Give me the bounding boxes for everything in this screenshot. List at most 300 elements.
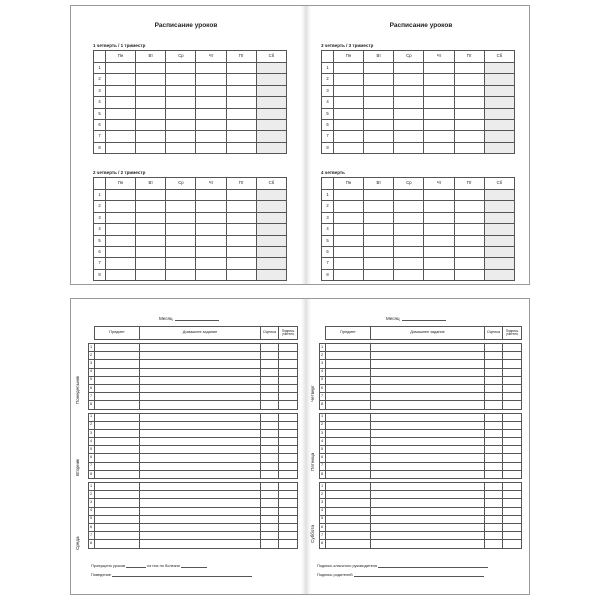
homework-cell[interactable] [371,491,485,499]
grade-cell[interactable] [261,446,279,454]
subject-cell[interactable] [326,454,371,462]
schedule-cell[interactable] [334,85,364,96]
schedule-cell[interactable] [256,119,286,130]
schedule-cell[interactable] [106,142,136,153]
schedule-cell[interactable] [334,269,364,280]
grade-cell[interactable] [261,368,279,376]
schedule-cell[interactable] [424,224,454,235]
grade-cell[interactable] [485,376,503,384]
grade-cell[interactable] [485,470,503,478]
schedule-cell[interactable] [226,212,256,223]
grade-cell[interactable] [261,344,279,352]
homework-cell[interactable] [140,376,261,384]
homework-cell[interactable] [140,515,261,523]
schedule-cell[interactable] [424,119,454,130]
subject-cell[interactable] [95,401,140,409]
homework-cell[interactable] [371,368,485,376]
schedule-cell[interactable] [226,131,256,142]
subject-cell[interactable] [95,515,140,523]
grade-cell[interactable] [261,462,279,470]
grade-cell[interactable] [485,454,503,462]
subject-cell[interactable] [95,446,140,454]
subject-cell[interactable] [326,413,371,421]
schedule-cell[interactable] [484,119,514,130]
schedule-cell[interactable] [106,63,136,74]
schedule-cell[interactable] [334,190,364,201]
homework-cell[interactable] [140,483,261,491]
schedule-cell[interactable] [226,224,256,235]
schedule-cell[interactable] [256,108,286,119]
schedule-cell[interactable] [364,190,394,201]
subject-cell[interactable] [95,462,140,470]
schedule-cell[interactable] [196,212,226,223]
schedule-cell[interactable] [364,74,394,85]
subject-cell[interactable] [326,540,371,548]
schedule-cell[interactable] [484,108,514,119]
signature-cell[interactable] [503,368,522,376]
grade-cell[interactable] [261,454,279,462]
homework-cell[interactable] [371,499,485,507]
schedule-cell[interactable] [196,97,226,108]
schedule-cell[interactable] [256,212,286,223]
subject-cell[interactable] [95,384,140,392]
schedule-cell[interactable] [136,74,166,85]
subject-cell[interactable] [95,344,140,352]
signature-cell[interactable] [279,413,298,421]
schedule-cell[interactable] [394,190,424,201]
schedule-cell[interactable] [424,212,454,223]
schedule-cell[interactable] [166,119,196,130]
schedule-cell[interactable] [166,85,196,96]
schedule-cell[interactable] [484,131,514,142]
schedule-cell[interactable] [484,97,514,108]
schedule-cell[interactable] [484,142,514,153]
schedule-cell[interactable] [454,190,484,201]
schedule-cell[interactable] [334,142,364,153]
schedule-cell[interactable] [256,201,286,212]
schedule-cell[interactable] [256,224,286,235]
schedule-cell[interactable] [484,212,514,223]
grade-cell[interactable] [485,499,503,507]
schedule-cell[interactable] [136,108,166,119]
schedule-cell[interactable] [196,85,226,96]
subject-cell[interactable] [95,470,140,478]
grade-cell[interactable] [485,401,503,409]
subject-cell[interactable] [95,429,140,437]
subject-cell[interactable] [95,507,140,515]
subject-cell[interactable] [326,483,371,491]
signature-cell[interactable] [279,515,298,523]
schedule-cell[interactable] [364,201,394,212]
homework-cell[interactable] [371,376,485,384]
signature-cell[interactable] [279,540,298,548]
homework-cell[interactable] [140,360,261,368]
schedule-cell[interactable] [454,212,484,223]
schedule-cell[interactable] [166,235,196,246]
schedule-cell[interactable] [334,258,364,269]
schedule-cell[interactable] [394,269,424,280]
homework-cell[interactable] [140,446,261,454]
grade-cell[interactable] [485,429,503,437]
subject-cell[interactable] [95,352,140,360]
grade-cell[interactable] [261,376,279,384]
subject-cell[interactable] [95,454,140,462]
schedule-cell[interactable] [364,212,394,223]
signature-cell[interactable] [279,532,298,540]
teacher-sign-field[interactable] [378,565,488,568]
schedule-cell[interactable] [454,119,484,130]
signature-cell[interactable] [279,429,298,437]
schedule-cell[interactable] [454,142,484,153]
signature-cell[interactable] [279,438,298,446]
subject-cell[interactable] [326,344,371,352]
schedule-cell[interactable] [226,119,256,130]
grade-cell[interactable] [261,470,279,478]
schedule-cell[interactable] [364,246,394,257]
signature-cell[interactable] [503,446,522,454]
schedule-cell[interactable] [334,108,364,119]
schedule-cell[interactable] [424,246,454,257]
signature-cell[interactable] [279,421,298,429]
homework-cell[interactable] [371,344,485,352]
subject-cell[interactable] [95,368,140,376]
schedule-cell[interactable] [196,131,226,142]
schedule-cell[interactable] [106,212,136,223]
homework-cell[interactable] [140,540,261,548]
schedule-cell[interactable] [394,224,424,235]
homework-cell[interactable] [140,454,261,462]
schedule-cell[interactable] [424,131,454,142]
schedule-cell[interactable] [454,246,484,257]
grade-cell[interactable] [485,523,503,531]
schedule-cell[interactable] [106,269,136,280]
schedule-cell[interactable] [364,85,394,96]
schedule-cell[interactable] [166,258,196,269]
signature-cell[interactable] [503,401,522,409]
signature-cell[interactable] [279,352,298,360]
schedule-cell[interactable] [166,131,196,142]
subject-cell[interactable] [95,499,140,507]
signature-cell[interactable] [503,499,522,507]
schedule-cell[interactable] [364,142,394,153]
homework-cell[interactable] [371,384,485,392]
signature-cell[interactable] [279,454,298,462]
schedule-cell[interactable] [484,235,514,246]
homework-cell[interactable] [371,421,485,429]
schedule-cell[interactable] [484,63,514,74]
schedule-cell[interactable] [256,246,286,257]
schedule-cell[interactable] [196,190,226,201]
schedule-cell[interactable] [454,224,484,235]
schedule-cell[interactable] [364,97,394,108]
schedule-cell[interactable] [364,131,394,142]
schedule-cell[interactable] [166,108,196,119]
schedule-cell[interactable] [394,74,424,85]
schedule-cell[interactable] [424,142,454,153]
schedule-cell[interactable] [106,119,136,130]
schedule-cell[interactable] [256,258,286,269]
schedule-cell[interactable] [226,190,256,201]
month-field[interactable] [402,317,446,321]
schedule-cell[interactable] [166,246,196,257]
schedule-cell[interactable] [484,224,514,235]
subject-cell[interactable] [326,470,371,478]
schedule-cell[interactable] [454,201,484,212]
subject-cell[interactable] [95,376,140,384]
homework-cell[interactable] [371,438,485,446]
schedule-cell[interactable] [106,97,136,108]
homework-cell[interactable] [140,384,261,392]
subject-cell[interactable] [95,540,140,548]
schedule-cell[interactable] [136,97,166,108]
schedule-cell[interactable] [394,235,424,246]
subject-cell[interactable] [326,393,371,401]
signature-cell[interactable] [279,344,298,352]
schedule-cell[interactable] [166,212,196,223]
schedule-cell[interactable] [256,74,286,85]
homework-cell[interactable] [371,393,485,401]
schedule-cell[interactable] [106,74,136,85]
homework-cell[interactable] [140,429,261,437]
schedule-cell[interactable] [226,269,256,280]
schedule-cell[interactable] [484,85,514,96]
schedule-cell[interactable] [136,131,166,142]
signature-cell[interactable] [279,360,298,368]
grade-cell[interactable] [261,491,279,499]
subject-cell[interactable] [95,438,140,446]
grade-cell[interactable] [485,462,503,470]
grade-cell[interactable] [261,413,279,421]
schedule-cell[interactable] [424,97,454,108]
subject-cell[interactable] [326,515,371,523]
grade-cell[interactable] [485,515,503,523]
signature-cell[interactable] [279,523,298,531]
signature-cell[interactable] [279,384,298,392]
signature-cell[interactable] [503,532,522,540]
schedule-cell[interactable] [196,269,226,280]
signature-cell[interactable] [503,523,522,531]
schedule-cell[interactable] [196,63,226,74]
signature-cell[interactable] [503,413,522,421]
schedule-cell[interactable] [196,108,226,119]
schedule-cell[interactable] [364,224,394,235]
schedule-cell[interactable] [106,108,136,119]
schedule-cell[interactable] [256,190,286,201]
schedule-cell[interactable] [226,142,256,153]
homework-cell[interactable] [371,401,485,409]
signature-cell[interactable] [279,393,298,401]
schedule-cell[interactable] [136,258,166,269]
homework-cell[interactable] [140,344,261,352]
grade-cell[interactable] [485,393,503,401]
schedule-cell[interactable] [334,97,364,108]
grade-cell[interactable] [261,483,279,491]
signature-cell[interactable] [279,368,298,376]
schedule-cell[interactable] [334,201,364,212]
grade-cell[interactable] [485,507,503,515]
schedule-cell[interactable] [394,108,424,119]
schedule-cell[interactable] [136,235,166,246]
subject-cell[interactable] [326,499,371,507]
parent-sign-field[interactable] [354,574,484,577]
subject-cell[interactable] [326,401,371,409]
schedule-cell[interactable] [166,74,196,85]
grade-cell[interactable] [261,384,279,392]
grade-cell[interactable] [485,438,503,446]
schedule-cell[interactable] [484,258,514,269]
schedule-cell[interactable] [364,63,394,74]
schedule-cell[interactable] [364,269,394,280]
subject-cell[interactable] [326,532,371,540]
schedule-cell[interactable] [136,269,166,280]
signature-cell[interactable] [503,462,522,470]
schedule-cell[interactable] [166,142,196,153]
homework-cell[interactable] [371,462,485,470]
schedule-cell[interactable] [454,131,484,142]
schedule-cell[interactable] [334,63,364,74]
grade-cell[interactable] [261,540,279,548]
homework-cell[interactable] [140,393,261,401]
grade-cell[interactable] [485,344,503,352]
schedule-cell[interactable] [424,74,454,85]
subject-cell[interactable] [95,413,140,421]
schedule-cell[interactable] [196,201,226,212]
schedule-cell[interactable] [364,235,394,246]
signature-cell[interactable] [503,384,522,392]
schedule-cell[interactable] [226,246,256,257]
schedule-cell[interactable] [424,201,454,212]
homework-cell[interactable] [371,523,485,531]
signature-cell[interactable] [503,491,522,499]
schedule-cell[interactable] [196,74,226,85]
grade-cell[interactable] [485,532,503,540]
schedule-cell[interactable] [136,201,166,212]
homework-cell[interactable] [371,507,485,515]
schedule-cell[interactable] [394,85,424,96]
signature-cell[interactable] [279,470,298,478]
schedule-cell[interactable] [364,119,394,130]
grade-cell[interactable] [261,438,279,446]
schedule-cell[interactable] [256,269,286,280]
schedule-cell[interactable] [454,97,484,108]
grade-cell[interactable] [261,532,279,540]
schedule-cell[interactable] [226,235,256,246]
homework-cell[interactable] [140,368,261,376]
homework-cell[interactable] [371,483,485,491]
homework-cell[interactable] [371,446,485,454]
homework-cell[interactable] [371,454,485,462]
schedule-cell[interactable] [166,97,196,108]
homework-cell[interactable] [140,523,261,531]
signature-cell[interactable] [503,507,522,515]
schedule-cell[interactable] [424,63,454,74]
grade-cell[interactable] [261,499,279,507]
signature-cell[interactable] [503,429,522,437]
schedule-cell[interactable] [484,190,514,201]
homework-cell[interactable] [140,491,261,499]
schedule-cell[interactable] [364,258,394,269]
schedule-cell[interactable] [226,85,256,96]
schedule-cell[interactable] [136,190,166,201]
homework-cell[interactable] [371,540,485,548]
schedule-cell[interactable] [106,131,136,142]
schedule-cell[interactable] [394,212,424,223]
grade-cell[interactable] [485,483,503,491]
signature-cell[interactable] [503,376,522,384]
signature-cell[interactable] [279,446,298,454]
signature-cell[interactable] [279,462,298,470]
homework-cell[interactable] [371,352,485,360]
grade-cell[interactable] [261,393,279,401]
subject-cell[interactable] [326,360,371,368]
schedule-cell[interactable] [256,131,286,142]
subject-cell[interactable] [326,462,371,470]
schedule-cell[interactable] [454,269,484,280]
schedule-cell[interactable] [394,119,424,130]
homework-cell[interactable] [140,507,261,515]
subject-cell[interactable] [326,507,371,515]
schedule-cell[interactable] [226,74,256,85]
schedule-cell[interactable] [256,85,286,96]
schedule-cell[interactable] [424,85,454,96]
schedule-cell[interactable] [334,212,364,223]
schedule-cell[interactable] [454,235,484,246]
grade-cell[interactable] [261,515,279,523]
grade-cell[interactable] [261,352,279,360]
signature-cell[interactable] [503,540,522,548]
schedule-cell[interactable] [136,246,166,257]
schedule-cell[interactable] [394,131,424,142]
grade-cell[interactable] [485,421,503,429]
homework-cell[interactable] [140,421,261,429]
signature-cell[interactable] [503,360,522,368]
schedule-cell[interactable] [136,63,166,74]
schedule-cell[interactable] [454,258,484,269]
grade-cell[interactable] [485,368,503,376]
schedule-cell[interactable] [106,224,136,235]
schedule-cell[interactable] [484,201,514,212]
subject-cell[interactable] [95,483,140,491]
grade-cell[interactable] [261,523,279,531]
schedule-cell[interactable] [424,258,454,269]
signature-cell[interactable] [503,454,522,462]
behavior-field[interactable] [112,574,252,577]
signature-cell[interactable] [503,470,522,478]
schedule-cell[interactable] [256,97,286,108]
schedule-cell[interactable] [196,142,226,153]
schedule-cell[interactable] [106,201,136,212]
signature-cell[interactable] [279,401,298,409]
schedule-cell[interactable] [394,97,424,108]
homework-cell[interactable] [140,499,261,507]
schedule-cell[interactable] [166,190,196,201]
homework-cell[interactable] [140,438,261,446]
signature-cell[interactable] [279,491,298,499]
subject-cell[interactable] [95,532,140,540]
schedule-cell[interactable] [226,63,256,74]
schedule-cell[interactable] [334,246,364,257]
schedule-cell[interactable] [334,224,364,235]
schedule-cell[interactable] [394,246,424,257]
schedule-cell[interactable] [256,142,286,153]
subject-cell[interactable] [326,491,371,499]
schedule-cell[interactable] [394,201,424,212]
subject-cell[interactable] [95,393,140,401]
subject-cell[interactable] [326,368,371,376]
schedule-cell[interactable] [424,190,454,201]
missed-field[interactable] [126,565,146,568]
grade-cell[interactable] [485,446,503,454]
